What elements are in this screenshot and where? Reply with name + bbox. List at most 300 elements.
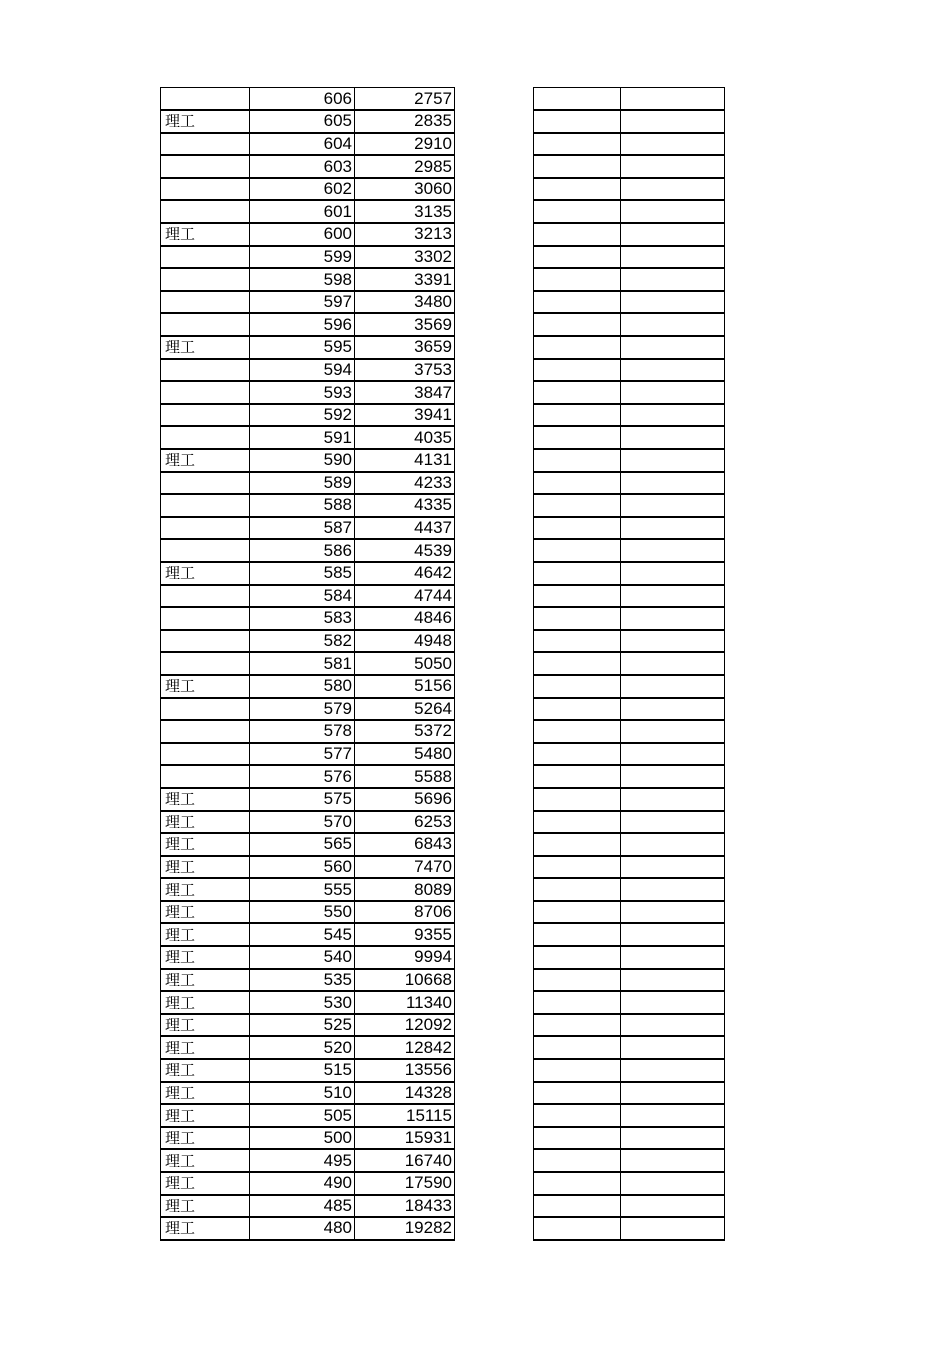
empty-row (534, 1217, 725, 1240)
score-cell: 605 (250, 110, 355, 133)
score-cell: 590 (250, 449, 355, 472)
empty-row (534, 88, 725, 111)
category-cell: 理工 (161, 336, 250, 359)
category-cell: 理工 (161, 991, 250, 1014)
empty-cell (534, 765, 621, 788)
empty-cell (534, 246, 621, 269)
rank-cell: 15931 (355, 1127, 455, 1150)
empty-cell (534, 1127, 621, 1150)
table-row (161, 359, 455, 382)
empty-cell (621, 359, 725, 382)
rank-cell: 3659 (355, 336, 455, 359)
score-cell: 535 (250, 969, 355, 992)
empty-cell (534, 88, 621, 111)
table-row (161, 1172, 455, 1195)
score-cell: 596 (250, 313, 355, 336)
score-cell: 565 (250, 833, 355, 856)
empty-cell (534, 630, 621, 653)
table-row (161, 743, 455, 766)
score-cell: 495 (250, 1149, 355, 1172)
empty-cell (621, 494, 725, 517)
score-cell: 588 (250, 494, 355, 517)
score-cell: 570 (250, 811, 355, 834)
empty-row (534, 562, 725, 585)
empty-cell (621, 404, 725, 427)
rank-cell: 6253 (355, 811, 455, 834)
table-row (161, 878, 455, 901)
category-cell: 理工 (161, 946, 250, 969)
empty-row (534, 404, 725, 427)
empty-cell (621, 472, 725, 495)
score-cell: 603 (250, 155, 355, 178)
rank-cell: 3135 (355, 200, 455, 223)
empty-cell (621, 720, 725, 743)
empty-row (534, 1195, 725, 1218)
category-cell (161, 517, 250, 540)
table-row (161, 178, 455, 201)
score-cell: 525 (250, 1014, 355, 1037)
score-cell: 589 (250, 472, 355, 495)
empty-cell (621, 1059, 725, 1082)
empty-row (534, 494, 725, 517)
empty-cell (534, 1195, 621, 1218)
score-cell: 579 (250, 698, 355, 721)
empty-cell (621, 313, 725, 336)
empty-cell (534, 856, 621, 879)
score-cell: 583 (250, 607, 355, 630)
rank-cell: 4846 (355, 607, 455, 630)
rank-cell: 4131 (355, 449, 455, 472)
empty-cell (621, 517, 725, 540)
score-cell: 601 (250, 200, 355, 223)
rank-cell: 12842 (355, 1036, 455, 1059)
empty-row (534, 359, 725, 382)
score-cell: 510 (250, 1082, 355, 1105)
category-cell (161, 178, 250, 201)
table-row (161, 404, 455, 427)
score-cell: 545 (250, 923, 355, 946)
empty-cell (621, 991, 725, 1014)
empty-row (534, 833, 725, 856)
category-cell (161, 268, 250, 291)
category-cell (161, 155, 250, 178)
rank-cell: 4948 (355, 630, 455, 653)
empty-cell (534, 539, 621, 562)
rank-cell: 9355 (355, 923, 455, 946)
empty-cell (621, 110, 725, 133)
rank-cell: 13556 (355, 1059, 455, 1082)
category-cell: 理工 (161, 1172, 250, 1195)
empty-cell (621, 178, 725, 201)
table-row (161, 1036, 455, 1059)
empty-row (534, 517, 725, 540)
empty-cell (621, 698, 725, 721)
table-row (161, 969, 455, 992)
empty-row (534, 1082, 725, 1105)
rank-cell: 5372 (355, 720, 455, 743)
empty-cell (621, 923, 725, 946)
empty-cell (621, 1217, 725, 1240)
category-cell: 理工 (161, 923, 250, 946)
empty-cell (621, 811, 725, 834)
table-row (161, 1149, 455, 1172)
score-cell: 591 (250, 426, 355, 449)
empty-cell (534, 1059, 621, 1082)
empty-cell (621, 381, 725, 404)
empty-cell (534, 110, 621, 133)
score-cell: 598 (250, 268, 355, 291)
empty-cell (534, 1036, 621, 1059)
empty-row (534, 336, 725, 359)
empty-cell (621, 969, 725, 992)
table-row (161, 946, 455, 969)
empty-row (534, 1127, 725, 1150)
category-cell: 理工 (161, 1195, 250, 1218)
empty-row (534, 811, 725, 834)
category-cell: 理工 (161, 223, 250, 246)
category-cell (161, 472, 250, 495)
empty-row (534, 449, 725, 472)
empty-cell (621, 1149, 725, 1172)
rank-cell: 4233 (355, 472, 455, 495)
empty-cell (621, 200, 725, 223)
empty-cell (621, 833, 725, 856)
score-rank-table-body (161, 88, 455, 1240)
table-row (161, 1082, 455, 1105)
table-row (161, 110, 455, 133)
rank-cell: 10668 (355, 969, 455, 992)
score-cell: 586 (250, 539, 355, 562)
table-row (161, 472, 455, 495)
table-row (161, 336, 455, 359)
empty-row (534, 291, 725, 314)
score-cell: 515 (250, 1059, 355, 1082)
table-row (161, 268, 455, 291)
table-row (161, 698, 455, 721)
empty-cell (621, 1104, 725, 1127)
empty-row (534, 313, 725, 336)
rank-cell: 8089 (355, 878, 455, 901)
score-cell: 597 (250, 291, 355, 314)
rank-cell: 5050 (355, 652, 455, 675)
empty-row (534, 381, 725, 404)
rank-cell: 15115 (355, 1104, 455, 1127)
category-cell: 理工 (161, 449, 250, 472)
score-cell: 595 (250, 336, 355, 359)
table-row (161, 607, 455, 630)
empty-row (534, 133, 725, 156)
empty-row (534, 1149, 725, 1172)
rank-cell: 3480 (355, 291, 455, 314)
empty-cell (621, 1195, 725, 1218)
score-cell: 500 (250, 1127, 355, 1150)
empty-cell (534, 652, 621, 675)
empty-cell (534, 562, 621, 585)
table-row (161, 788, 455, 811)
rank-cell: 2757 (355, 88, 455, 111)
empty-row (534, 426, 725, 449)
empty-cell (621, 765, 725, 788)
category-cell (161, 698, 250, 721)
rank-cell: 4744 (355, 585, 455, 608)
rank-cell: 5264 (355, 698, 455, 721)
category-cell: 理工 (161, 878, 250, 901)
rank-cell: 6843 (355, 833, 455, 856)
empty-row (534, 878, 725, 901)
empty-cell (621, 539, 725, 562)
empty-cell (534, 878, 621, 901)
category-cell: 理工 (161, 1104, 250, 1127)
rank-cell: 4642 (355, 562, 455, 585)
score-cell: 587 (250, 517, 355, 540)
rank-cell: 18433 (355, 1195, 455, 1218)
rank-cell: 2910 (355, 133, 455, 156)
empty-row (534, 969, 725, 992)
table-row (161, 562, 455, 585)
category-cell (161, 359, 250, 382)
empty-cell (534, 517, 621, 540)
category-cell (161, 494, 250, 517)
table-row (161, 1014, 455, 1037)
rank-cell: 16740 (355, 1149, 455, 1172)
empty-cell (621, 901, 725, 924)
empty-cell (621, 788, 725, 811)
score-cell: 578 (250, 720, 355, 743)
empty-row (534, 856, 725, 879)
empty-cell (534, 607, 621, 630)
rank-cell: 11340 (355, 991, 455, 1014)
empty-cell (621, 449, 725, 472)
empty-cell (534, 991, 621, 1014)
rank-cell: 4335 (355, 494, 455, 517)
table-row (161, 449, 455, 472)
score-rank-table (160, 87, 455, 1241)
empty-row (534, 246, 725, 269)
empty-cell (621, 585, 725, 608)
empty-cell (621, 856, 725, 879)
empty-row (534, 607, 725, 630)
empty-row (534, 178, 725, 201)
empty-row (534, 788, 725, 811)
table-row (161, 426, 455, 449)
category-cell: 理工 (161, 1217, 250, 1240)
empty-cell (534, 788, 621, 811)
table-row (161, 88, 455, 111)
table-row (161, 1059, 455, 1082)
empty-cell (534, 1104, 621, 1127)
category-cell: 理工 (161, 1127, 250, 1150)
table-row (161, 539, 455, 562)
score-cell: 599 (250, 246, 355, 269)
empty-cell (621, 630, 725, 653)
score-cell: 600 (250, 223, 355, 246)
category-cell: 理工 (161, 1036, 250, 1059)
table-row (161, 675, 455, 698)
empty-grid-table-body (534, 88, 725, 1240)
empty-cell (621, 1082, 725, 1105)
empty-cell (534, 1149, 621, 1172)
empty-cell (621, 743, 725, 766)
category-cell (161, 404, 250, 427)
empty-cell (534, 472, 621, 495)
table-row (161, 901, 455, 924)
table-row (161, 223, 455, 246)
empty-cell (534, 698, 621, 721)
table-row (161, 291, 455, 314)
empty-cell (534, 381, 621, 404)
empty-cell (534, 223, 621, 246)
empty-row (534, 200, 725, 223)
empty-cell (621, 675, 725, 698)
score-cell: 581 (250, 652, 355, 675)
category-cell (161, 765, 250, 788)
empty-row (534, 765, 725, 788)
category-cell (161, 200, 250, 223)
empty-row (534, 698, 725, 721)
table-row (161, 833, 455, 856)
table-row (161, 585, 455, 608)
table-row (161, 991, 455, 1014)
category-cell: 理工 (161, 833, 250, 856)
category-cell: 理工 (161, 110, 250, 133)
score-cell: 540 (250, 946, 355, 969)
empty-row (534, 991, 725, 1014)
rank-cell: 3213 (355, 223, 455, 246)
empty-cell (534, 946, 621, 969)
score-cell: 555 (250, 878, 355, 901)
table-row (161, 1195, 455, 1218)
category-cell (161, 630, 250, 653)
empty-row (534, 223, 725, 246)
category-cell (161, 539, 250, 562)
table-row (161, 381, 455, 404)
category-cell: 理工 (161, 1014, 250, 1037)
rank-cell: 2835 (355, 110, 455, 133)
empty-cell (621, 562, 725, 585)
empty-cell (534, 675, 621, 698)
score-cell: 580 (250, 675, 355, 698)
empty-cell (534, 178, 621, 201)
score-cell: 602 (250, 178, 355, 201)
score-cell: 485 (250, 1195, 355, 1218)
rank-cell: 2985 (355, 155, 455, 178)
table-row (161, 517, 455, 540)
category-cell: 理工 (161, 901, 250, 924)
category-cell (161, 291, 250, 314)
empty-row (534, 1104, 725, 1127)
empty-row (534, 110, 725, 133)
empty-row (534, 1014, 725, 1037)
rank-cell: 9994 (355, 946, 455, 969)
empty-row (534, 1172, 725, 1195)
empty-cell (621, 878, 725, 901)
empty-cell (534, 1217, 621, 1240)
table-row (161, 856, 455, 879)
empty-row (534, 901, 725, 924)
category-cell: 理工 (161, 1082, 250, 1105)
rank-cell: 5588 (355, 765, 455, 788)
empty-cell (534, 811, 621, 834)
score-cell: 593 (250, 381, 355, 404)
table-row (161, 630, 455, 653)
empty-cell (534, 336, 621, 359)
category-cell (161, 426, 250, 449)
empty-row (534, 675, 725, 698)
rank-cell: 17590 (355, 1172, 455, 1195)
table-row (161, 313, 455, 336)
rank-cell: 3753 (355, 359, 455, 382)
empty-cell (534, 133, 621, 156)
rank-cell: 14328 (355, 1082, 455, 1105)
category-cell (161, 133, 250, 156)
empty-cell (621, 336, 725, 359)
empty-row (534, 630, 725, 653)
score-cell: 604 (250, 133, 355, 156)
empty-cell (621, 155, 725, 178)
category-cell: 理工 (161, 969, 250, 992)
empty-cell (621, 246, 725, 269)
score-cell: 585 (250, 562, 355, 585)
table-row (161, 155, 455, 178)
empty-cell (621, 1014, 725, 1037)
score-cell: 594 (250, 359, 355, 382)
empty-cell (621, 268, 725, 291)
empty-cell (534, 969, 621, 992)
empty-cell (621, 1036, 725, 1059)
category-cell: 理工 (161, 788, 250, 811)
empty-cell (621, 1172, 725, 1195)
score-cell: 582 (250, 630, 355, 653)
rank-cell: 4539 (355, 539, 455, 562)
category-cell (161, 313, 250, 336)
rank-cell: 19282 (355, 1217, 455, 1240)
rank-cell: 3060 (355, 178, 455, 201)
score-cell: 560 (250, 856, 355, 879)
empty-row (534, 472, 725, 495)
rank-cell: 3302 (355, 246, 455, 269)
table-row (161, 652, 455, 675)
table-row (161, 200, 455, 223)
rank-cell: 8706 (355, 901, 455, 924)
table-row (161, 1217, 455, 1240)
table-row (161, 494, 455, 517)
empty-cell (534, 200, 621, 223)
rank-cell: 4437 (355, 517, 455, 540)
empty-cell (621, 223, 725, 246)
empty-cell (534, 1082, 621, 1105)
category-cell: 理工 (161, 1059, 250, 1082)
score-cell: 520 (250, 1036, 355, 1059)
category-cell: 理工 (161, 675, 250, 698)
rank-cell: 4035 (355, 426, 455, 449)
empty-cell (621, 946, 725, 969)
score-cell: 480 (250, 1217, 355, 1240)
empty-cell (534, 291, 621, 314)
category-cell: 理工 (161, 1149, 250, 1172)
rank-cell: 7470 (355, 856, 455, 879)
empty-cell (534, 901, 621, 924)
score-cell: 577 (250, 743, 355, 766)
category-cell (161, 743, 250, 766)
empty-row (534, 743, 725, 766)
empty-grid-table (533, 87, 725, 1241)
empty-cell (534, 743, 621, 766)
empty-cell (534, 1014, 621, 1037)
empty-row (534, 652, 725, 675)
rank-cell: 5696 (355, 788, 455, 811)
category-cell (161, 720, 250, 743)
score-cell: 606 (250, 88, 355, 111)
